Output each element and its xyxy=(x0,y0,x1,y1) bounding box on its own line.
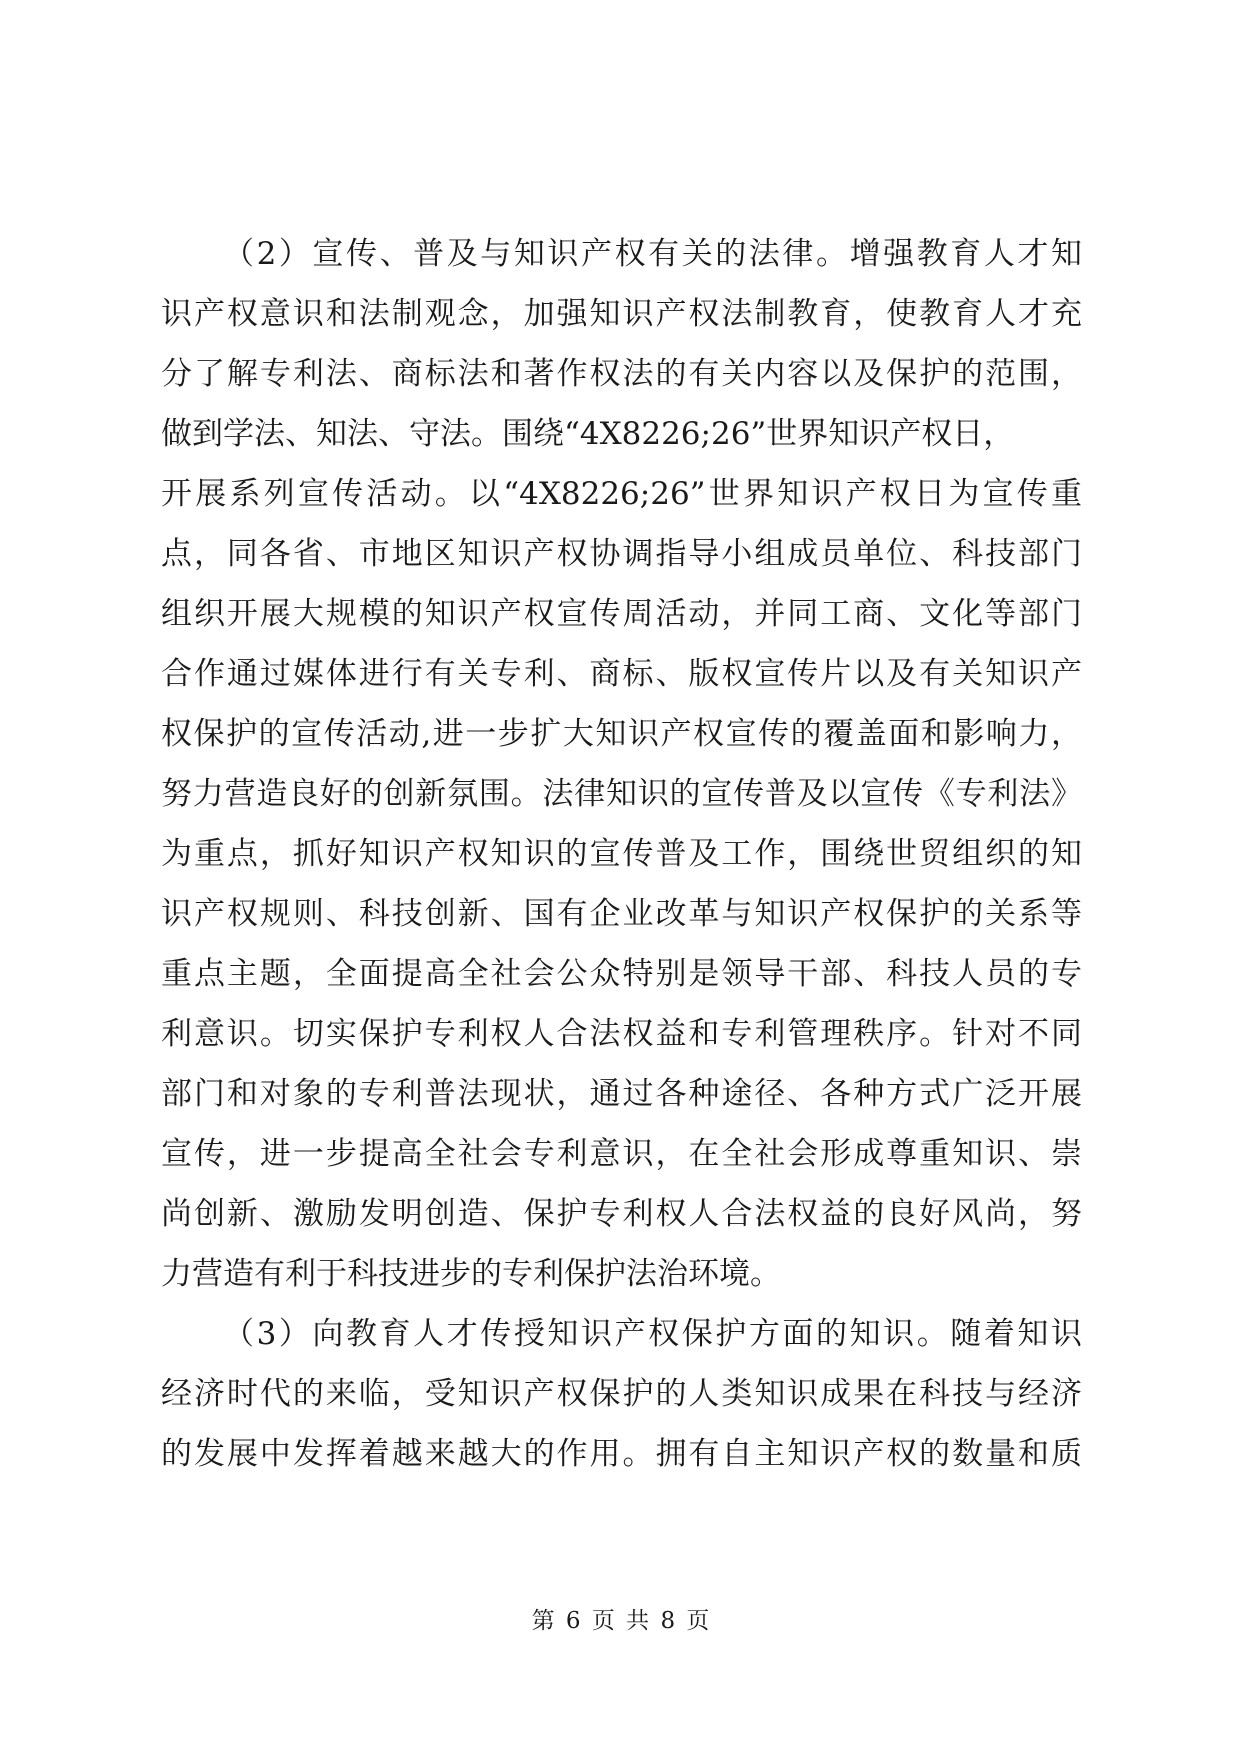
text-line: 尚创新、激励发明创造、保护专利权人合法权益的良好风尚，努 xyxy=(161,1196,1082,1232)
text-line: 的发展中发挥着越来越大的作用。拥有自主知识产权的数量和质 xyxy=(161,1436,1082,1472)
text-line: （2）宣传、普及与知识产权有关的法律。增强教育人才知 xyxy=(223,236,1082,272)
text-line: 重点主题，全面提高全社会公众特别是领导干部、科技人员的专 xyxy=(161,956,1082,992)
text-line: 部门和对象的专利普法现状，通过各种途径、各种方式广泛开展 xyxy=(161,1076,1082,1112)
text-line: 开展系列宣传活动。以“4X8226;26”世界知识产权日为宣传重 xyxy=(161,476,1082,512)
text-line: 利意识。切实保护专利权人合法权益和专利管理秩序。针对不同 xyxy=(161,1016,1082,1052)
text-line: 努力营造良好的创新氛围。法律知识的宣传普及以宣传《专利法》 xyxy=(161,776,1082,812)
text-line: 宣传，进一步提高全社会专利意识，在全社会形成尊重知识、崇 xyxy=(161,1136,1082,1172)
paragraph-2 xyxy=(161,224,1082,1304)
text-line: 力营造有利于科技进步的专利保护法治环境。 xyxy=(161,1256,781,1292)
text-line: 分了解专利法、商标法和著作权法的有关内容以及保护的范围， xyxy=(161,356,1082,392)
text-line: 权保护的宣传活动,进一步扩大知识产权宣传的覆盖面和影响力， xyxy=(161,716,1082,752)
text-line: 识产权规则、科技创新、国有企业改革与知识产权保护的关系等 xyxy=(161,896,1082,932)
text-line: 经济时代的来临，受知识产权保护的人类知识成果在科技与经济 xyxy=(161,1376,1082,1412)
paragraph-3 xyxy=(161,1304,1082,1484)
text-line: 合作通过媒体进行有关专利、商标、版权宣传片以及有关知识产 xyxy=(161,656,1082,692)
text-line: 做到学法、知法、守法。围绕“4X8226;26”世界知识产权日， xyxy=(161,416,1015,452)
text-line: 组织开展大规模的知识产权宣传周活动，并同工商、文化等部门 xyxy=(161,596,1082,632)
text-line: 识产权意识和法制观念，加强知识产权法制教育，使教育人才充 xyxy=(161,296,1082,332)
text-line: （3）向教育人才传授知识产权保护方面的知识。随着知识 xyxy=(223,1316,1082,1352)
text-line: 为重点，抓好知识产权知识的宣传普及工作，围绕世贸组织的知 xyxy=(161,836,1082,872)
page-number-footer: 第 6 页 共 8 页 xyxy=(531,1608,710,1634)
text-line: 点，同各省、市地区知识产权协调指导小组成员单位、科技部门 xyxy=(161,536,1082,572)
document-body xyxy=(161,224,1082,1484)
